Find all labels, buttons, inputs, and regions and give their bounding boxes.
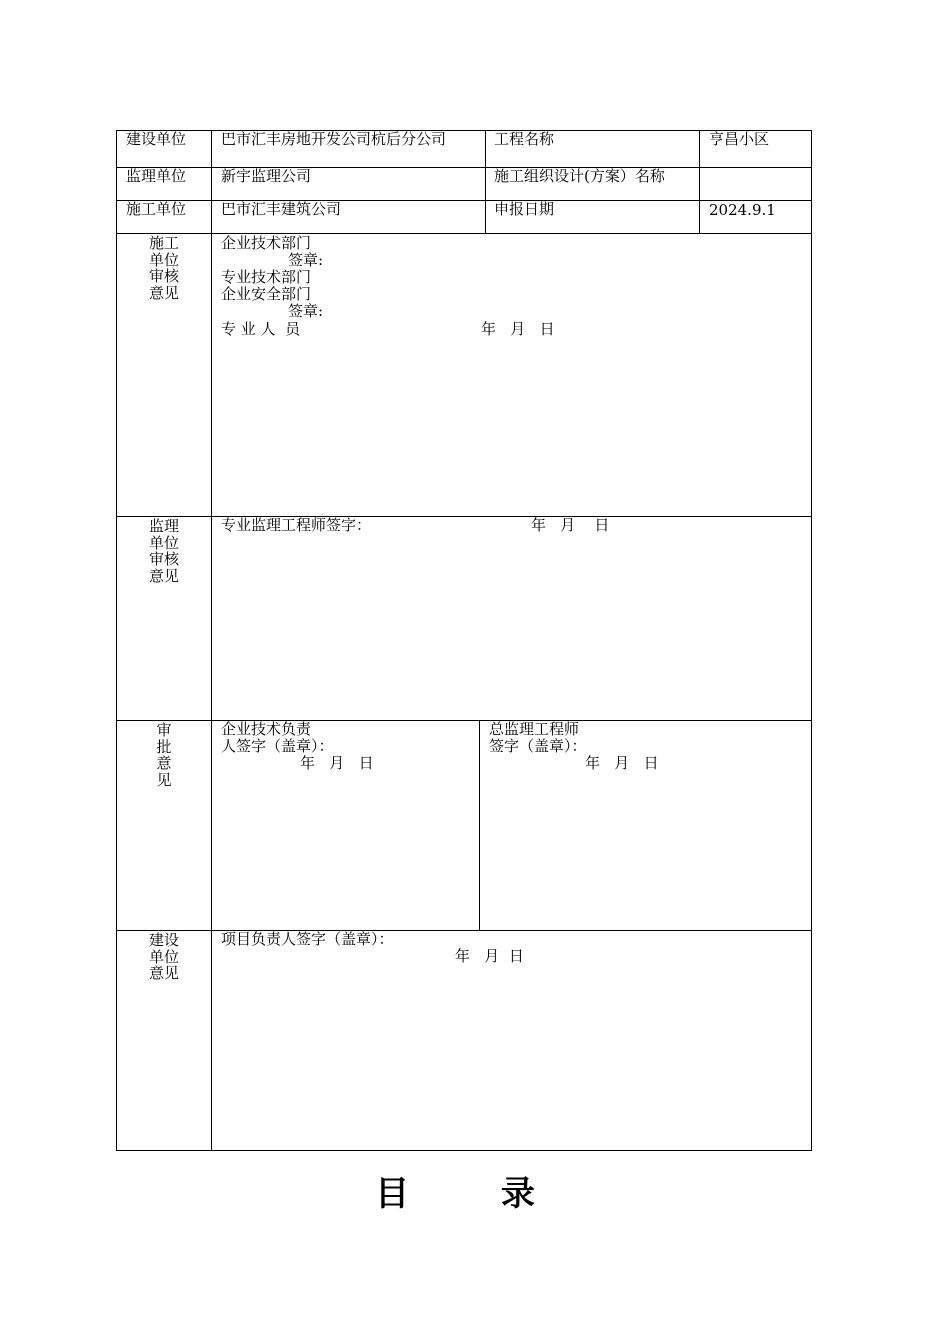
owner-date: 年 月 日 — [455, 947, 524, 965]
owner-signature: 项目负责人签字（盖章）： — [221, 930, 394, 948]
label-line: 意见 — [148, 964, 179, 982]
section-label-supervision — [117, 518, 211, 584]
table-border-bottom — [116, 1150, 812, 1151]
section-label-construction — [117, 235, 211, 301]
header-value-owner: 巴市汇丰房地开发公司杭后分公司 — [221, 130, 447, 148]
label-line: 见 — [156, 770, 172, 789]
supervision-date: 年 月 日 — [531, 516, 610, 534]
header-label-owner: 建设单位 — [126, 130, 187, 148]
label-line: 意 — [156, 754, 172, 772]
section-label-owner — [117, 932, 211, 982]
supervision-signature: 专业监理工程师签字： — [221, 516, 372, 534]
approval-chief-signature: 签字（盖章）： — [489, 737, 587, 755]
header-label-plan-name: 施工组织设计(方案）名称 — [494, 167, 665, 185]
approval-tech-lead-signature: 人签字（盖章）： — [221, 737, 334, 755]
construction-specialist: 专 业 人 员 — [221, 320, 301, 338]
label-line: 审 — [156, 721, 172, 739]
construction-tech-dept: 企业技术部门 — [221, 234, 312, 252]
approval-tech-lead: 企业技术负责 — [221, 720, 312, 738]
header-value-project-name: 亨昌小区 — [709, 130, 770, 148]
approval-left-date: 年 月 日 — [300, 754, 374, 772]
header-value-contractor: 巴市汇丰建筑公司 — [221, 200, 342, 218]
table-border-right — [811, 130, 812, 1151]
label-line: 批 — [156, 737, 172, 756]
section-label-approval — [117, 722, 211, 788]
column-divider — [485, 130, 486, 234]
label-line: 监理 — [148, 517, 179, 535]
header-value-report-date: 2024.9.1 — [709, 201, 776, 219]
construction-safety-dept: 企业安全部门 — [221, 285, 312, 303]
header-label-supervisor: 监理单位 — [126, 167, 187, 185]
label-line: 施工 — [148, 234, 179, 252]
column-divider — [699, 130, 700, 234]
label-line: 意见 — [148, 566, 179, 585]
header-label-report-date: 申报日期 — [494, 200, 555, 218]
page-title: 目 录 — [375, 1174, 575, 1214]
label-column-divider — [211, 130, 212, 1151]
label-line: 单位 — [148, 533, 179, 552]
construction-seal-2: 签章: — [288, 302, 324, 320]
construction-date: 年 月 日 — [481, 320, 555, 338]
approval-column-divider — [479, 720, 480, 931]
label-line: 审核 — [148, 550, 179, 568]
approval-chief-supervisor: 总监理工程师 — [489, 720, 580, 738]
label-line: 单位 — [148, 250, 179, 269]
construction-seal-1: 签章: — [288, 251, 324, 269]
header-label-project-name: 工程名称 — [494, 130, 555, 148]
header-label-contractor: 施工单位 — [126, 200, 187, 218]
label-line: 建设 — [148, 931, 179, 949]
header-value-supervisor: 新宇监理公司 — [221, 167, 312, 185]
label-line: 意见 — [148, 283, 179, 302]
approval-right-date: 年 月 日 — [585, 754, 659, 772]
construction-pro-tech-dept: 专业技术部门 — [221, 268, 312, 286]
label-line: 单位 — [148, 947, 179, 966]
label-line: 审核 — [148, 267, 179, 285]
